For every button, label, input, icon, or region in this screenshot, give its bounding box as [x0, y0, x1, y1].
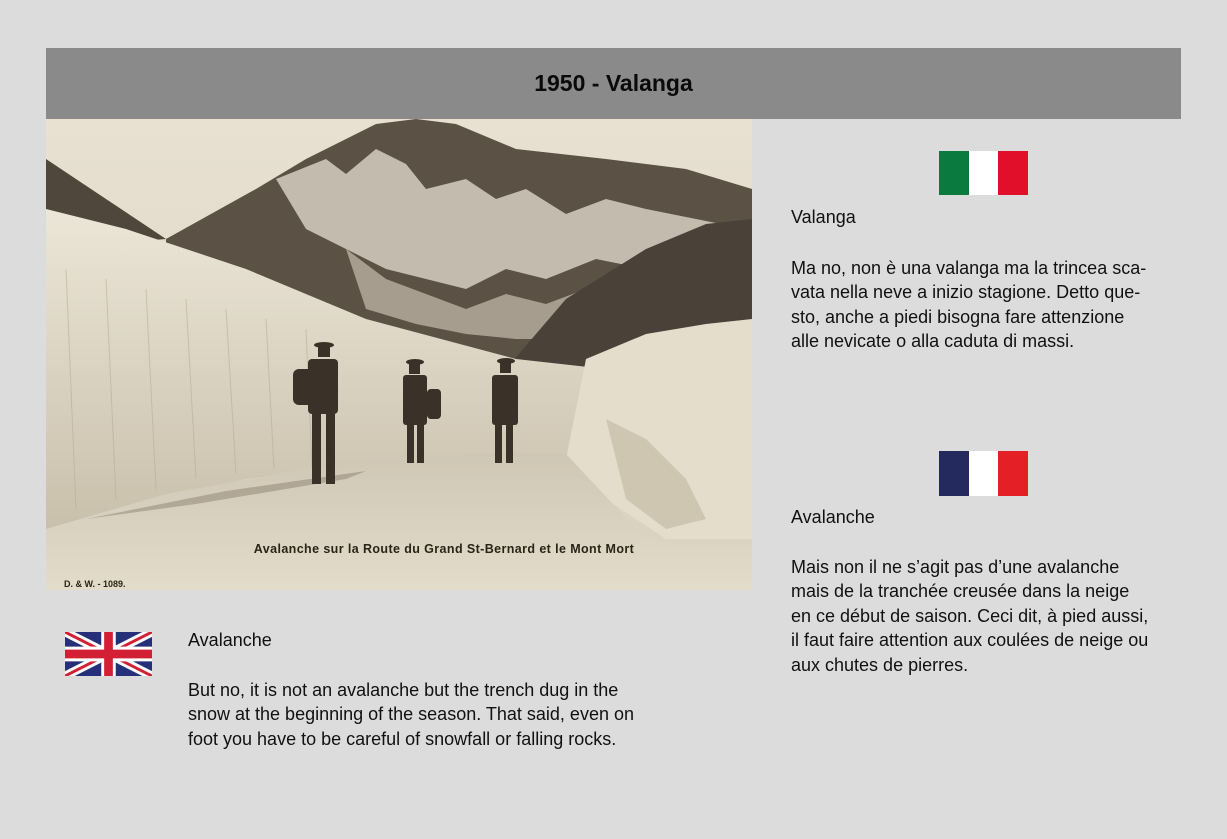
english-body-line: snow at the beginning of the season. That said, even on [188, 704, 634, 725]
french-body-line: Mais non il ne s’agit pas d’une avalanche [791, 557, 1120, 577]
italy-flag-icon [939, 151, 1028, 195]
french-body [791, 555, 1181, 677]
french-body-line: aux chutes de pierres. [791, 654, 969, 675]
photo-caption: Avalanche sur la Route du Grand St-Bernard et le Mont Mort [253, 542, 635, 556]
page-title: 1950 - Valanga [534, 70, 693, 96]
postcard-image [46, 119, 752, 590]
publisher-mark: D. & W. - 1089. [64, 579, 126, 589]
title-bar [46, 48, 1181, 119]
french-heading: Avalanche [791, 507, 875, 527]
english-body-line: foot you have to be careful of snowfall or falling rocks. [188, 728, 617, 749]
italian-body-line: Ma no, non è una valanga ma la trincea sca- [791, 258, 1147, 278]
english-body-line: But no, it is not an avalanche but the trench dug in the [188, 680, 619, 700]
french-body-line: mais de la tranchée creusée dans la neige [791, 581, 1130, 602]
italian-heading: Valanga [791, 207, 856, 227]
italian-body-line: alle nevicate o alla caduta di massi. [791, 331, 1075, 352]
uk-flag-icon [65, 632, 152, 676]
italian-body-line: sto, anche a piedi bisogna fare attenzione [791, 306, 1125, 327]
french-body-line: en ce début de saison. Ceci dit, à pied aussi, [791, 605, 1149, 626]
italian-body-line: vata nella neve a inizio stagione. Detto que- [791, 282, 1141, 303]
france-flag-icon [939, 451, 1028, 496]
italian-body [791, 256, 1181, 354]
english-heading: Avalanche [188, 630, 272, 650]
historic-postcard-photo [46, 119, 752, 590]
english-body [188, 678, 688, 751]
french-body-line: il faut faire attention aux coulées de neige ou [791, 630, 1149, 651]
